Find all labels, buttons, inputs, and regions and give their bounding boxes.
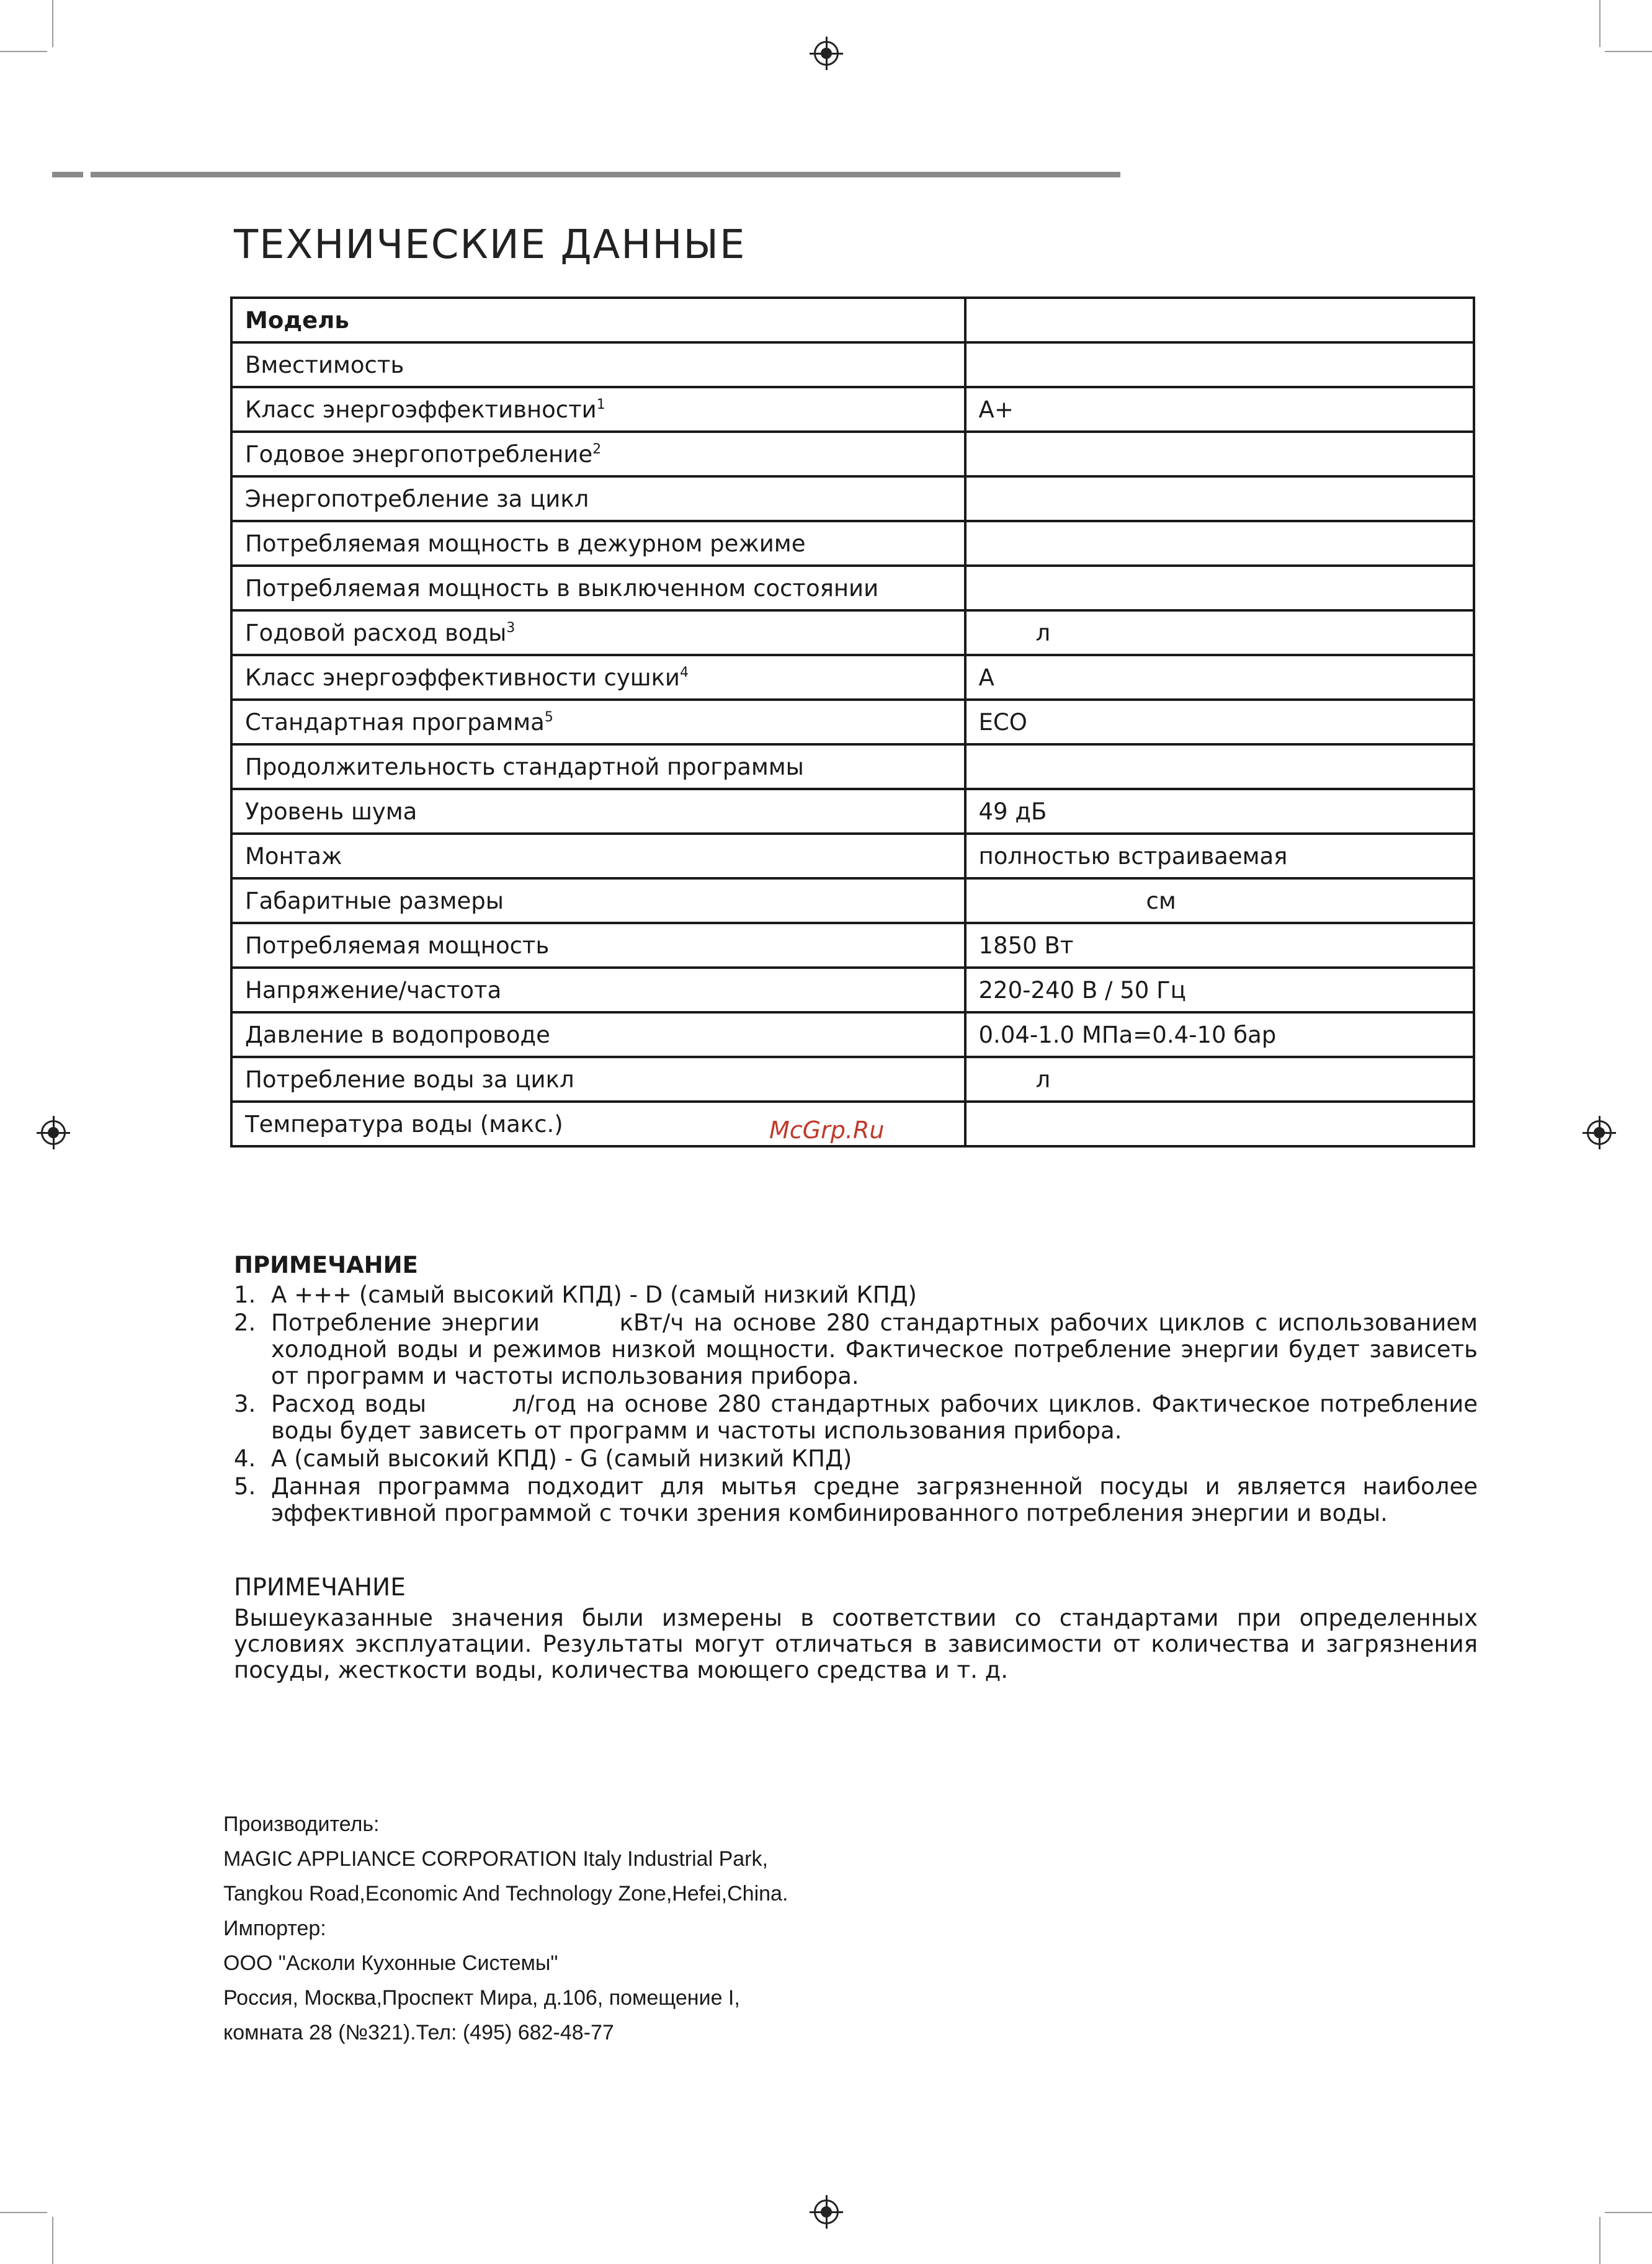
notes-list xyxy=(234,1281,1485,1528)
manufacturer-line: Производитель: xyxy=(223,1812,380,1836)
spec-value xyxy=(965,521,1474,566)
crop-mark-top-right-h xyxy=(1605,51,1652,52)
note-text: Данная программа подходит для мытья средне загрязненной посуды и является наиболее эффективной программой с точки зрения комбинированного потребления энергии и воды. xyxy=(271,1473,1478,1526)
spec-label xyxy=(231,655,965,700)
crop-mark-bottom-left-v xyxy=(52,2217,53,2264)
spec-label-text: Годовой расход воды xyxy=(245,619,507,646)
spec-label xyxy=(231,521,965,566)
note-text: A (самый высокий КПД) - G (самый низкий КПД) xyxy=(271,1445,852,1472)
disclaimer-heading: ПРИМЕЧАНИЕ xyxy=(234,1574,406,1602)
spec-label xyxy=(231,610,965,655)
spec-row xyxy=(231,700,1474,744)
spec-row xyxy=(231,342,1474,387)
note-item xyxy=(234,1309,1485,1389)
spec-value xyxy=(965,1012,1474,1057)
spec-row xyxy=(231,1012,1474,1057)
spec-row xyxy=(231,834,1474,878)
importer-line: Импортер: xyxy=(223,1917,326,1940)
spec-value-text: 0.04-1.0 МПа=0.4-10 бар xyxy=(978,1021,1277,1048)
spec-value xyxy=(965,700,1474,744)
spec-label xyxy=(231,566,965,610)
notes-heading: ПРИМЕЧАНИЕ xyxy=(234,1252,418,1278)
spec-row xyxy=(231,968,1474,1012)
spec-value xyxy=(965,610,1474,655)
crop-mark-top-left-v xyxy=(52,0,53,47)
note-number: 5. xyxy=(234,1473,256,1500)
spec-label-text: Монтаж xyxy=(245,842,342,870)
note-number: 1. xyxy=(234,1281,256,1308)
spec-value xyxy=(965,834,1474,878)
spec-value-text: A xyxy=(978,664,994,691)
spec-label-text: Давление в водопроводе xyxy=(245,1021,550,1048)
spec-label-text: Уровень шума xyxy=(245,798,417,825)
spec-label xyxy=(231,476,965,521)
spec-label xyxy=(231,744,965,789)
spec-value xyxy=(965,1057,1474,1102)
spec-value xyxy=(965,432,1474,476)
registration-mark-bottom-icon xyxy=(814,2199,839,2224)
spec-value-text: ECO xyxy=(978,708,1027,736)
spec-value xyxy=(965,1102,1474,1146)
spec-label-text: Температура воды (макс.) xyxy=(245,1110,563,1138)
importer-line: ООО "Асколи Кухонные Системы" xyxy=(223,1951,558,1975)
header-rule-long xyxy=(91,172,1120,177)
spec-label-text: Потребляемая мощность в выключенном состоянии xyxy=(245,574,879,602)
spec-label-text: Класс энергоэффективности xyxy=(245,396,597,423)
spec-label xyxy=(231,878,965,923)
spec-label-text: Потребляемая мощность xyxy=(245,932,550,959)
spec-label-text: Потребляемая мощность в дежурном режиме xyxy=(245,530,806,557)
disclaimer-text: Вышеуказанные значения были измерены в соответствии со стандартами при определенных условиях эксплуатации. Результаты могут отличаться в зависимости от количества и загрязнения посуды, жесткости воды, количества моющего средства и т. д. xyxy=(234,1605,1478,1683)
spec-label xyxy=(231,968,965,1012)
spec-label-text: Класс энергоэффективности сушки xyxy=(245,664,680,691)
spec-row xyxy=(231,878,1474,923)
spec-value-text: л xyxy=(1035,619,1051,646)
spec-value-text: 220-240 В / 50 Гц xyxy=(978,976,1186,1004)
spec-row xyxy=(231,923,1474,968)
spec-label-text: Стандартная программа xyxy=(245,708,545,736)
note-item xyxy=(234,1281,1478,1308)
header-rule-short xyxy=(52,172,83,177)
spec-row xyxy=(231,387,1474,432)
spec-value-text: см xyxy=(1146,887,1176,914)
spec-value xyxy=(965,342,1474,387)
spec-row xyxy=(231,521,1474,566)
importer-line: Россия, Москва,Проспект Мира, д.106, помещение I, xyxy=(223,1986,740,2010)
spec-value xyxy=(965,298,1474,342)
spec-row xyxy=(231,655,1474,700)
spec-label xyxy=(231,298,965,342)
spec-label-text: Напряжение/частота xyxy=(245,976,502,1004)
watermark: McGrp.Ru xyxy=(769,1116,885,1144)
footnote-ref: 3 xyxy=(506,620,516,636)
spec-label-text: Годовое энергопотребление xyxy=(245,440,593,468)
crop-mark-bottom-right-h xyxy=(1605,2212,1652,2213)
footnote-ref: 2 xyxy=(592,441,602,457)
spec-row xyxy=(231,476,1474,521)
spec-value xyxy=(965,655,1474,700)
spec-label-text: Вместимость xyxy=(245,351,404,378)
spec-label xyxy=(231,700,965,744)
footnote-ref: 5 xyxy=(544,709,553,725)
spec-label xyxy=(231,1057,965,1102)
spec-value-text: л xyxy=(1035,1066,1051,1093)
spec-label xyxy=(231,1012,965,1057)
manufacturer-line: MAGIC APPLIANCE CORPORATION Italy Industrial Park, xyxy=(223,1847,768,1871)
spec-value xyxy=(965,789,1474,834)
manufacturer-block xyxy=(223,1807,788,2050)
spec-label-text: Продолжительность стандартной программы xyxy=(245,753,804,780)
registration-mark-left-icon xyxy=(41,1120,66,1145)
spec-row xyxy=(231,432,1474,476)
note-text: Потребление энергии кВт/ч на основе 280 стандартных рабочих циклов с использованием холодной воды и режимов низкой мощности. Фактическое потребление энергии будет зависеть от программ и частоты использования прибора. xyxy=(271,1309,1485,1389)
spec-row xyxy=(231,789,1474,834)
spec-value-text: полностью встраиваемая xyxy=(978,842,1288,870)
spec-row xyxy=(231,298,1474,342)
spec-label-text: Габаритные размеры xyxy=(245,887,504,914)
spec-label xyxy=(231,387,965,432)
spec-value xyxy=(965,476,1474,521)
spec-value xyxy=(965,878,1474,923)
registration-mark-top-icon xyxy=(814,41,839,66)
spec-value xyxy=(965,923,1474,968)
manufacturer-line: Tangkou Road,Economic And Technology Zone,Hefei,China. xyxy=(223,1882,788,1905)
spec-value-text: 1850 Вт xyxy=(978,932,1074,959)
spec-row xyxy=(231,566,1474,610)
spec-value-text: 49 дБ xyxy=(978,798,1047,825)
spec-label xyxy=(231,342,965,387)
spec-label xyxy=(231,834,965,878)
spec-value xyxy=(965,387,1474,432)
note-number: 4. xyxy=(234,1445,256,1472)
importer-line: комната 28 (№321).Тел: (495) 682-48-77 xyxy=(223,2021,614,2044)
note-number: 3. xyxy=(234,1391,256,1417)
note-item xyxy=(234,1473,1478,1526)
spec-value xyxy=(965,744,1474,789)
spec-value xyxy=(965,968,1474,1012)
note-text: A +++ (самый высокий КПД) - D (самый низкий КПД) xyxy=(271,1281,917,1308)
spec-label-text: Потребление воды за цикл xyxy=(245,1066,574,1093)
note-number: 2. xyxy=(234,1309,256,1336)
note-item xyxy=(234,1445,1478,1472)
spec-label-text: Модель xyxy=(245,306,349,334)
spec-label xyxy=(231,432,965,476)
note-item xyxy=(234,1391,1485,1444)
crop-mark-bottom-right-v xyxy=(1599,2217,1601,2264)
spec-row xyxy=(231,1057,1474,1102)
spec-label xyxy=(231,923,965,968)
footnote-ref: 4 xyxy=(679,664,689,680)
spec-table xyxy=(230,296,1475,1148)
spec-row xyxy=(231,610,1474,655)
registration-mark-right-icon xyxy=(1587,1120,1612,1145)
note-text: Расход воды л/год на основе 280 стандартных рабочих циклов. Фактическое потребление воды будет зависеть от программ и частоты использования прибора. xyxy=(271,1391,1485,1444)
spec-value-text: A+ xyxy=(978,396,1014,423)
crop-mark-top-left-h xyxy=(0,51,47,52)
crop-mark-top-right-v xyxy=(1599,0,1601,47)
page-title: ТЕХНИЧЕСКИЕ ДАННЫЕ xyxy=(234,222,746,268)
footnote-ref: 1 xyxy=(596,396,605,412)
spec-value xyxy=(965,566,1474,610)
crop-mark-bottom-left-h xyxy=(0,2212,47,2213)
spec-label xyxy=(231,789,965,834)
spec-row xyxy=(231,744,1474,789)
spec-label-text: Энергопотребление за цикл xyxy=(245,485,589,512)
